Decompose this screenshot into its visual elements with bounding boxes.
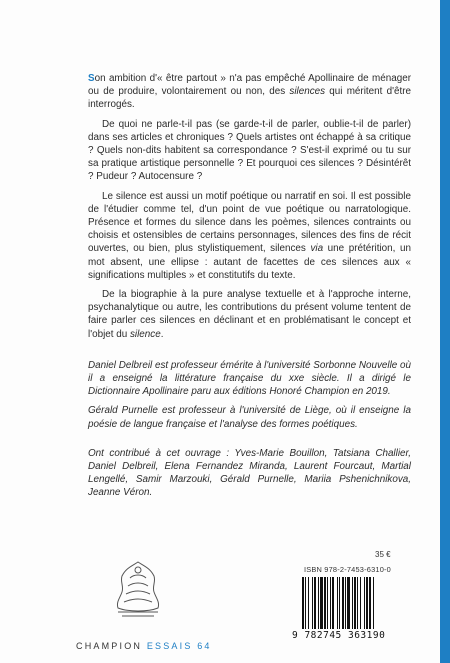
series-label: CHAMPION ESSAIS 64 <box>76 641 212 651</box>
intro-paragraph-4: De la biographie à la pure analyse textuelle et à l'approche interne, psychanalytique ou autre, les contributions du présent volume tentent de faire parler ces silences en déclinant et en problématisant le concept et l'objet du silence. <box>88 289 411 340</box>
contributors <box>88 447 411 500</box>
intro-paragraph-1: Son ambition d'« être partout » n'a pas empêché Apollinaire de ménager ou de produire, volontairement ou non, des silences qui méritent d'être interrogés. <box>88 73 411 111</box>
spine-edge-stripe <box>440 0 450 663</box>
contributors-label: Ont contribué à cet ouvrage : <box>88 447 235 459</box>
intro-paragraph-3: Le silence est aussi un motif poétique ou narratif en soi. Il est possible de l'étudier comme tel, d'un point de vue poétique ou narratologique. Présence et formes du silence dans les poèmes, silences contraints ou choisis et ostensibles de certains personnages, silences des fins de récit ouvertes, ou bien, plus stylistiquement, silences via une prétérition, un mot absent, une ellipse : autant de facettes de ces silences aux « significations multiples » et constitutifs du texte. <box>88 190 411 281</box>
barcode-digits: 9 782745 363190 <box>292 630 386 641</box>
barcode <box>300 577 398 629</box>
price-label: 35 € <box>375 550 391 559</box>
contributors-names: Yves-Marie Bouillon, Tatsiana Challier, Daniel Delbreil, Elena Fernandez Miranda, Laurent Fourcaut, Martial Lengellé, Samir Marzouki, Gérald Purnelle, Mariia Pshenichnikova, Jeanne Véron. <box>88 447 411 499</box>
isbn-label: ISBN 978-2-7453-6310-0 <box>304 565 391 574</box>
publisher-logo-icon <box>110 558 166 620</box>
bio-purnelle: Gérald Purnelle est professeur à l'université de Liège, où il enseigne la poésie de langue française et l'analyse des formes poétiques. <box>88 405 411 430</box>
bio-delbreil: Daniel Delbreil est professeur émérite à l'université Sorbonne Nouvelle où il a enseigné la littérature française du xxe siècle. Il a dirigé le Dictionnaire Apollinaire paru aux éditions Honoré Champion en 2019. <box>88 359 411 398</box>
intro-paragraph-2: De quoi ne parle-t-il pas (se garde-t-il de parler, oublie-t-il de parler) dans ses articles et chroniques ? Quels artistes ont échappé à sa critique ? Quels non-dits habitent sa correspondance ? S'est-il exprimé ou tu sur sa pratique artistique personnelle ? Et pourquoi ces silences ? Désintérêt ? Pudeur ? Autocensure ? <box>88 118 411 183</box>
author-bios <box>88 359 411 431</box>
drop-letter: S <box>88 73 95 84</box>
text-block <box>88 72 411 510</box>
